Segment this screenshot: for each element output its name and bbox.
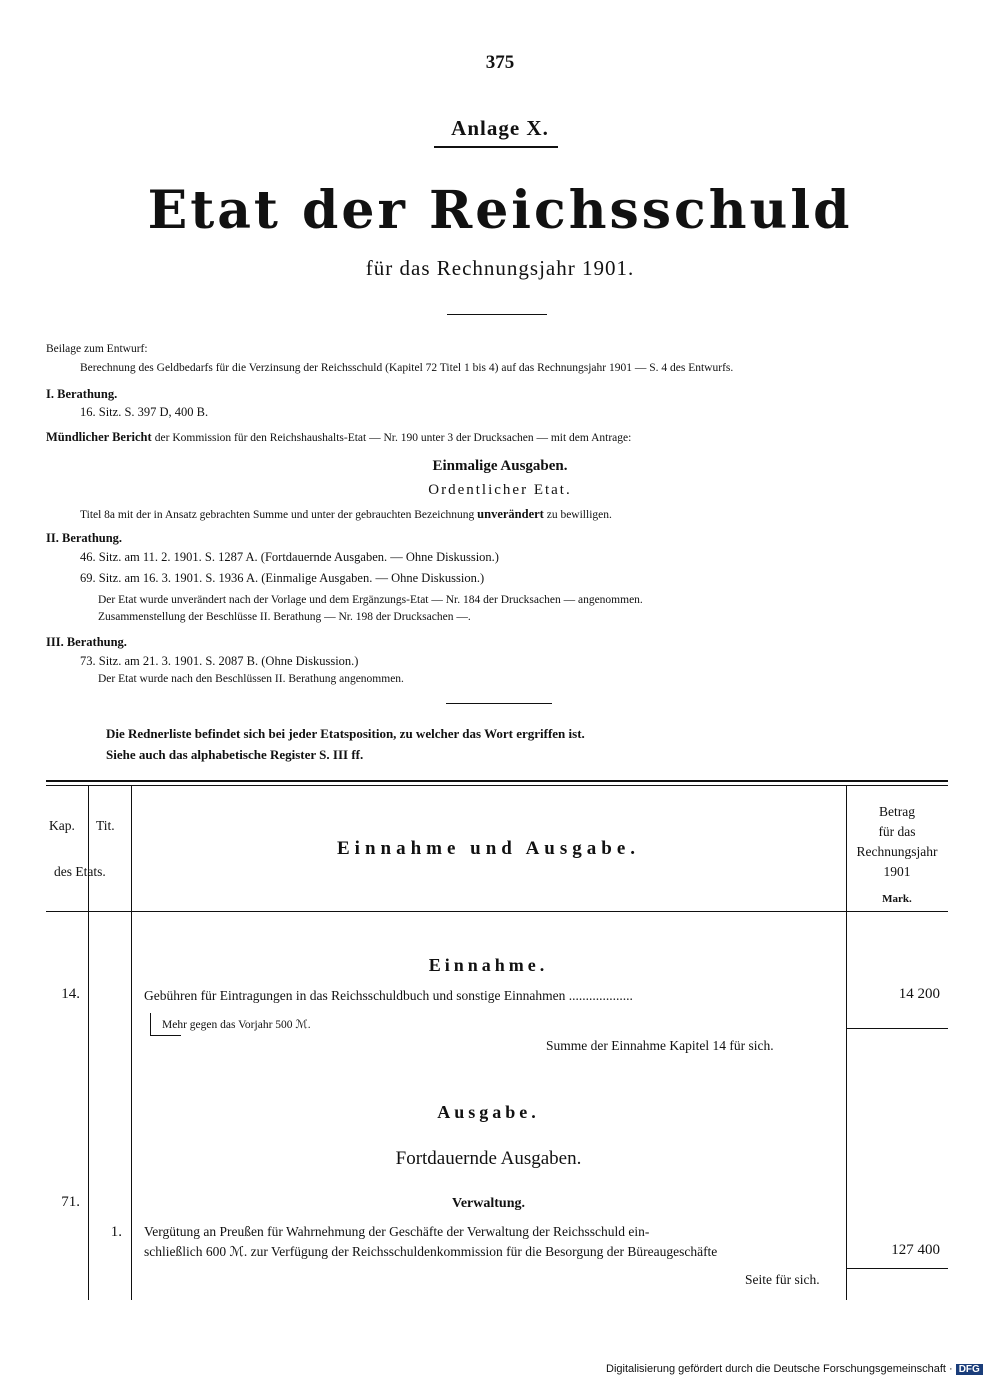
page-number: 375 xyxy=(485,52,515,73)
title-divider xyxy=(447,314,547,315)
row-14-sum-rule xyxy=(846,1028,948,1029)
beratung-3-label: III. Berathung. xyxy=(46,635,127,649)
header-kap: Kap. xyxy=(49,818,75,833)
row-14-note: Mehr gegen das Vorjahr 500 ℳ. xyxy=(162,1019,311,1031)
fortdauernde-heading: Fortdauernde Ausgaben. xyxy=(395,1148,582,1169)
dfg-logo: DFG xyxy=(956,1364,983,1375)
header-betrag-1: Betrag xyxy=(879,804,915,819)
row-1-amount: 127 400 xyxy=(891,1242,940,1258)
beratung-2-line-4: Zusammenstellung der Beschlüsse II. Berathung — Nr. 198 der Drucksachen —. xyxy=(98,611,471,623)
header-betrag-3: Rechnungsjahr xyxy=(856,844,938,859)
table-top-rule-1 xyxy=(46,780,948,782)
row-1-text-2: schließlich 600 ℳ. zur Verfügung der Reichsschuldenkommission für die Besorgung der Büreaugeschäfte xyxy=(144,1244,718,1259)
verwaltung-heading: Verwaltung. xyxy=(452,1196,525,1211)
beratung-1-label: I. Berathung. xyxy=(46,387,118,401)
row-14-kap: 14. xyxy=(61,986,80,1002)
appendix-underline xyxy=(434,146,558,148)
table-title: Einnahme und Ausgabe. xyxy=(337,838,640,859)
titel-line xyxy=(80,507,612,522)
table-header-rule xyxy=(46,911,948,912)
note-rednerliste: Die Rednerliste befindet sich bei jeder Etatsposition, zu welcher das Wort ergriffen ist. xyxy=(106,726,585,741)
beratung-2-line-1: 46. Sitz. am 11. 2. 1901. S. 1287 A. (Fortdauernde Ausgaben. — Ohne Diskussion.) xyxy=(80,550,499,564)
row-14-amount: 14 200 xyxy=(898,986,940,1002)
titel-text-b: unverändert xyxy=(477,507,544,521)
ausgabe-heading: Ausgabe. xyxy=(437,1102,540,1122)
beilage-label: Beilage zum Entwurf: xyxy=(46,343,148,355)
col-divider-tit xyxy=(131,786,132,1300)
header-betrag-4: 1901 xyxy=(883,864,911,879)
beilage-text: Berechnung des Geldbedarfs für die Verzinsung der Reichsschuld (Kapitel 72 Titel 1 bis 4) auf das Rechnungsjahr 1901 — S. 4 des Entwurfs. xyxy=(80,362,734,374)
footer-text: Digitalisierung gefördert durch die Deutsche Forschungsgemeinschaft · xyxy=(606,1363,953,1375)
table-top-rule-2 xyxy=(46,785,948,786)
bericht-label: Mündlicher Bericht xyxy=(46,430,152,444)
page-subtitle: für das Rechnungsjahr 1901. xyxy=(365,256,635,280)
appendix-label: Anlage X. xyxy=(451,116,549,140)
row-1-seite: Seite für sich. xyxy=(745,1272,820,1287)
page-title: Etat der Reichsschuld xyxy=(147,180,853,241)
beratung-3-line-1: 73. Sitz. am 21. 3. 1901. S. 2087 B. (Ohne Diskussion.) xyxy=(80,654,359,668)
row-1-text-1: Vergütung an Preußen für Wahrnehmung der Geschäfte der Verwaltung der Reichsschuld ein- xyxy=(144,1224,650,1239)
bericht-line xyxy=(46,430,631,445)
titel-text-c: zu bewilligen. xyxy=(546,509,612,521)
einmalige-heading: Einmalige Ausgaben. xyxy=(432,458,568,474)
row-14-text: Gebühren für Eintragungen in das Reichsschuldbuch und sonstige Einnahmen ................... xyxy=(144,988,633,1003)
header-des-etats: des Etats. xyxy=(54,864,106,879)
beratung-3-line-2: Der Etat wurde nach den Beschlüssen II. Berathung angenommen. xyxy=(98,673,404,685)
beratung-2-line-3: Der Etat wurde unverändert nach der Vorlage und dem Ergänzungs-Etat — Nr. 184 der Drucksachen — angenommen. xyxy=(98,594,643,606)
preamble-divider xyxy=(446,703,552,704)
beratung-2-line-2: 69. Sitz. am 16. 3. 1901. S. 1936 A. (Einmalige Ausgaben. — Ohne Diskussion.) xyxy=(80,571,485,585)
row-1-sum-rule xyxy=(846,1268,948,1269)
ordentlicher-heading: Ordentlicher Etat. xyxy=(428,482,572,498)
header-betrag-2: für das xyxy=(878,824,916,839)
header-tit: Tit. xyxy=(96,818,115,833)
einnahme-heading: Einnahme. xyxy=(428,955,549,975)
note-register: Siehe auch das alphabetische Register S. III ff. xyxy=(106,747,364,762)
row-71-kap: 71. xyxy=(61,1194,80,1210)
beratung-1-text: 16. Sitz. S. 397 D, 400 B. xyxy=(80,405,209,419)
footer xyxy=(606,1363,983,1375)
row-1-tit: 1. xyxy=(110,1224,122,1240)
row-14-summe: Summe der Einnahme Kapitel 14 für sich. xyxy=(546,1038,774,1053)
beratung-2-label: II. Berathung. xyxy=(46,531,123,545)
header-mark: Mark. xyxy=(882,893,912,905)
bericht-text: der Kommission für den Reichshaushalts-Etat — Nr. 190 unter 3 der Drucksachen — mit dem Antrage: xyxy=(154,432,632,444)
titel-text-a: Titel 8a mit der in Ansatz gebrachten Summe und unter der gebrauchten Bezeichnung xyxy=(80,509,475,521)
